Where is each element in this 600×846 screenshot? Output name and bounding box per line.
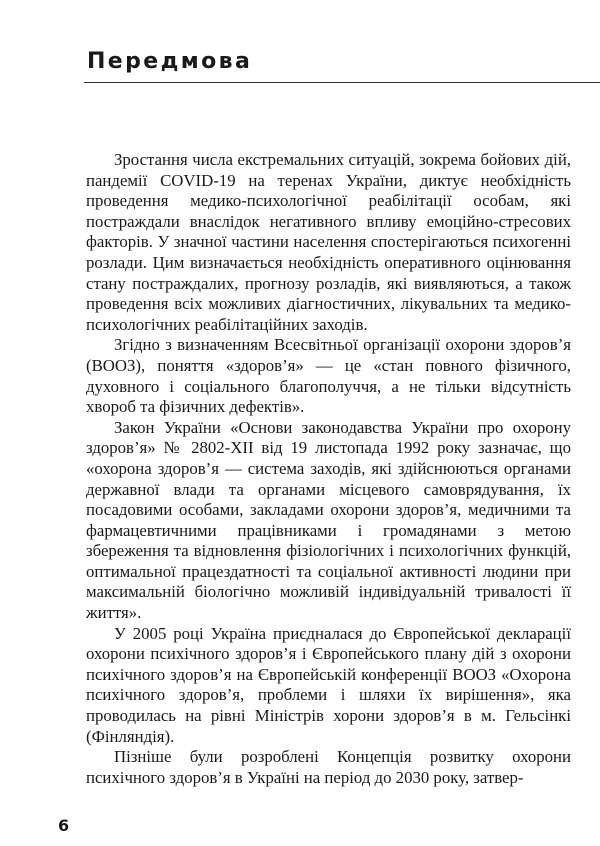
paragraph: Закон України «Основи законодавства України про охорону здоров’я» № 2802-XII від 19 листопада 1992 року зазначає, що «охорона здоров’я — система заходів, які здійснюються органами державної влади та органами місцевого самоврядування, їх посадовими особами, закладами охорони здоров’я, медичними та фармацевтичними працівниками і громадянами з метою збереження та відновлення фізіологічних і психологічних функцій, оптимальної працездатності та соціальної активності людини при максимальній біологічно можливій індивідуальній тривалості її життя». xyxy=(86,417,571,623)
paragraph: Згідно з визначенням Всесвітньої організації охорони здоров’я (ВООЗ), поняття «здоров’я» — це «стан повного фізичного, духовного і соціального благополуччя, а не тільки відсутність хвороб та фізичних дефектів». xyxy=(86,335,571,417)
chapter-title: Передмова xyxy=(87,49,253,74)
body-text xyxy=(86,150,571,788)
page-number: 6 xyxy=(58,816,70,835)
title-underline-rule xyxy=(84,82,600,83)
paragraph: Пізніше були розроблені Концепція розвитку охорони психічного здоров’я в Україні на період до 2030 року, затвер- xyxy=(86,747,571,787)
paragraph: У 2005 році Україна приєдналася до Європейської декларації охорони психічного здоров’я і Європейського плану дій з охорони психічного здоров’я на Європейській конференції ВООЗ «Охорона психічного здоров’я, проблеми і шляхи їх вирішення», яка проводилась на рівні Міністрів хорони здоров’я в м. Гельсінкі (Фінляндія). xyxy=(86,623,571,746)
paragraph: Зростання числа екстремальних ситуацій, зокрема бойових дій, пандемії COVID-19 на теренах України, диктує необхідність проведення медико-психологічної реабілітації особам, які постраждали внаслідок негативного впливу емоційно-стресових факторів. У значної частини населення спостерігаються психогенні розлади. Цим визначається необхідність оперативного оцінювання стану постраждалих, прогнозу розладів, які виявляються, а також проведення всіх можливих діагностичних, лікувальних та медико-психологічних реабілітаційних заходів. xyxy=(86,150,571,334)
